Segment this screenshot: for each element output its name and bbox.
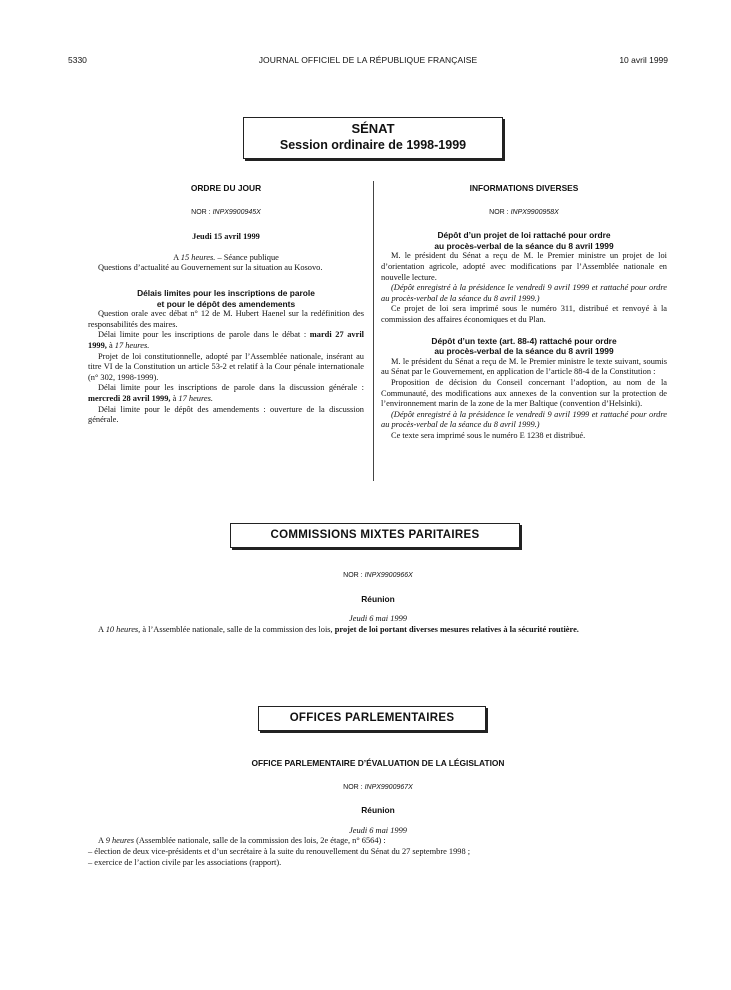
questions-paragraph: Questions d’actualité au Gouvernement sur la situation au Kosovo. xyxy=(98,263,323,273)
cmp-title-box xyxy=(230,523,520,548)
session-title: Session ordinaire de 1998-1999 xyxy=(279,138,467,152)
nor-reference: NOR : INPX9900945X xyxy=(191,208,261,216)
journal-title: JOURNAL OFFICIEL DE LA RÉPUBLIQUE FRANÇAISE xyxy=(258,55,478,65)
informations-diverses-title: INFORMATIONS DIVERSES xyxy=(469,183,579,193)
running-header xyxy=(68,55,668,69)
paragraph-italic: (Dépôt enregistré à la présidence le vendredi 9 avril 1999 et rattaché pour ordre au procès-verbal de la séance du 8 avril 1999.) xyxy=(381,283,667,303)
paragraph: Projet de loi constitutionnelle, adopté par l’Assemblée nationale, insérant au titre VI de la Constitution un article 53-2 et relatif à la Cour pénale internationale (n° 302, 1998-1999). xyxy=(88,351,364,382)
cmp-section xyxy=(88,571,668,635)
ordre-du-jour-title: ORDRE DU JOUR xyxy=(190,183,262,193)
paragraph-italic: (Dépôt enregistré à la présidence le vendredi 9 avril 1999 et rattaché pour ordre au procès-verbal de la séance du 8 avril 1999.) xyxy=(381,409,667,430)
reunion-text: A 10 heures, à l’Assemblée nationale, salle de la commission des lois, projet de loi portant diverses mesures relatives à la sécurité routière. xyxy=(98,624,579,634)
paragraph: Ce projet de loi sera imprimé sous le numéro 311, distribué et renvoyé à la commission des affaires économiques et du Plan. xyxy=(381,304,667,324)
nor-code: INPX9900966X xyxy=(364,572,413,579)
paragraph: Ce texte sera imprimé sous le numéro E 1238 et distribué. xyxy=(391,430,586,440)
nor-reference: NOR : INPX9900967X xyxy=(343,783,413,791)
paragraph: Délai limite pour les inscriptions de parole dans le débat : mardi 27 avril 1999, à 17 heures. xyxy=(88,330,364,350)
paragraph: M. le président du Sénat a reçu de M. le Premier ministre le texte suivant, soumis au Sénat par le Gouvernement, en application de l’article 88-4 de la Constitution : xyxy=(381,356,667,377)
issue-date: 10 avril 1999 xyxy=(619,55,668,65)
nor-code: INPX9900945X xyxy=(212,208,261,216)
office-title: OFFICE PARLEMENTAIRE D’ÉVALUATION DE LA LÉGISLATION xyxy=(251,758,505,768)
reunion-date: Jeudi 6 mai 1999 xyxy=(349,825,407,835)
cmp-title: COMMISSIONS MIXTES PARITAIRES xyxy=(270,529,480,541)
op-title-box xyxy=(258,706,486,731)
depot-texte-heading: Dépôt d’un texte (art. 88-4) rattaché pour ordre au procès-verbal de la séance du 8 avril 1999 xyxy=(431,335,617,357)
op-section xyxy=(88,758,668,868)
paragraph: Question orale avec débat n° 12 de M. Hubert Haenel sur la redéfinition des responsabilités des maires. xyxy=(88,309,364,329)
ordre-du-jour-column xyxy=(88,183,364,426)
nor-code: INPX9900967X xyxy=(364,783,413,791)
reunion-date: Jeudi 6 mai 1999 xyxy=(349,614,407,624)
paragraph: Délai limite pour les inscriptions de parole dans la discussion générale : mercredi 28 avril 1999, à 17 heures. xyxy=(88,383,364,403)
paragraph: Proposition de décision du Conseil concernant l’adoption, au nom de la Communauté, des modifications aux annexes de la convention sur la protection de l’environnement marin de la zone de la mer Baltique (convention d’Helsinki). xyxy=(381,377,667,409)
seance-line: A 15 heures. – Séance publique xyxy=(173,252,279,262)
nor-reference: NOR : INPX9900958X xyxy=(489,208,559,216)
senat-title: SÉNAT xyxy=(351,121,395,136)
nor-reference: NOR : INPX9900966X xyxy=(343,572,413,579)
date-heading: Jeudi 15 avril 1999 xyxy=(192,232,260,242)
op-title: OFFICES PARLEMENTAIRES xyxy=(289,712,455,724)
paragraph: M. le président du Sénat a reçu de M. le Premier ministre un projet de loi d’orientation agricole, adopté avec modifications par l’Assemblée nationale en nouvelle lecture. xyxy=(381,251,667,282)
nor-code: INPX9900958X xyxy=(510,208,559,216)
informations-diverses-column xyxy=(381,183,667,441)
column-divider xyxy=(373,181,374,481)
paragraph: Délai limite pour le dépôt des amendements : ouverture de la discussion générale. xyxy=(88,404,364,425)
delais-heading: Délais limites pour les inscriptions de parole et pour le dépôt des amendements xyxy=(137,287,315,309)
page-number: 5330 xyxy=(68,55,87,65)
reunion-heading: Réunion xyxy=(361,805,395,816)
senat-title-box xyxy=(243,117,503,159)
agenda-item: – exercice de l’action civile par les associations (rapport). xyxy=(88,857,282,867)
depot-projet-heading: Dépôt d’un projet de loi rattaché pour ordre au procès-verbal de la séance du 8 avril 1999 xyxy=(434,230,614,251)
agenda-item: – élection de deux vice-présidents et d’un secrétaire à la suite du renouvellement du Sénat du 27 septembre 1998 ; xyxy=(88,846,471,856)
reunion-text: A 9 heures (Assemblée nationale, salle de la commission des lois, 2e étage, n° 6564) : xyxy=(98,836,386,846)
reunion-heading: Réunion xyxy=(361,593,395,604)
